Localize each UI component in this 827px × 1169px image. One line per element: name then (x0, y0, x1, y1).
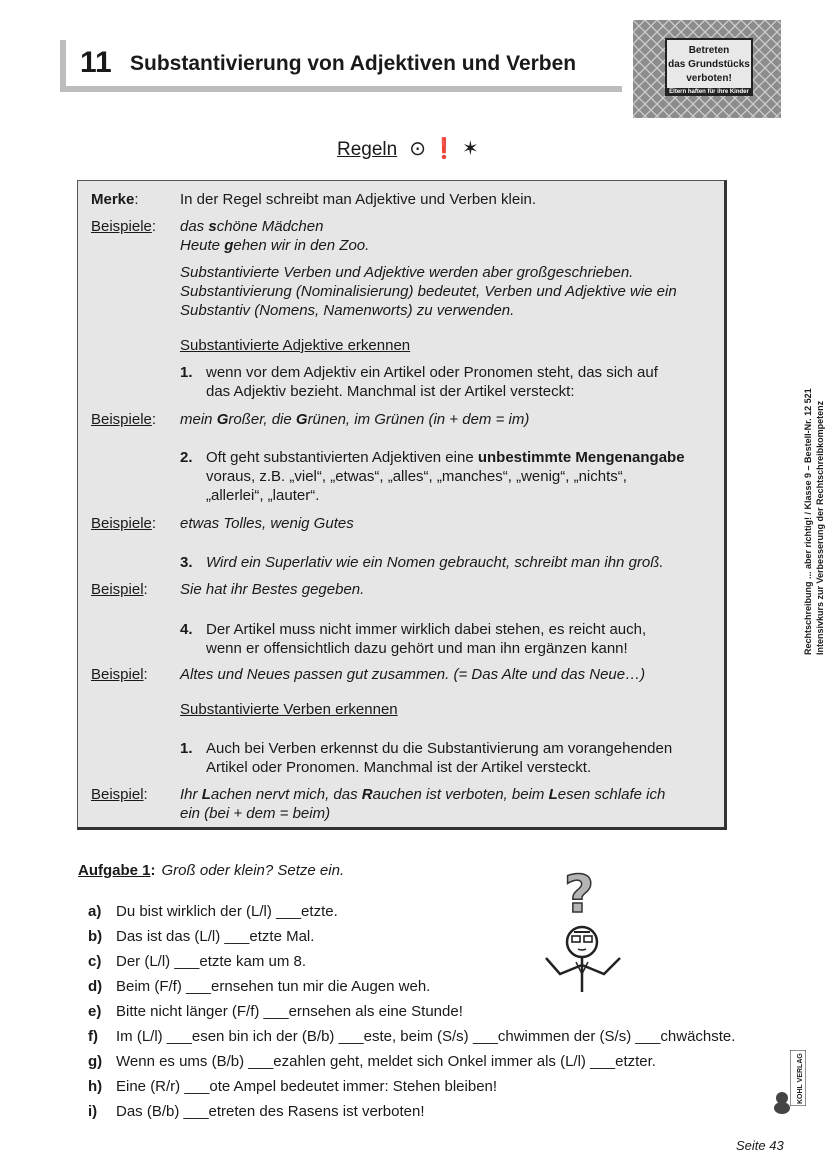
paragraph-1: Substantivierte Verben und Adjektive werden aber großgeschrieben. (180, 264, 634, 281)
adj-rule-4-example: Altes und Neues passen gut zusammen. (= Das Alte und das Neue…) (180, 666, 646, 683)
adj-rule-1-example: mein Großer, die Grünen, im Grünen (in + dem = im) (180, 411, 530, 428)
sign-line-2: das Grundstücks (668, 59, 750, 70)
adj-rule-2-example: etwas Tolles, wenig Gutes (180, 515, 354, 532)
publisher-mascot-icon (772, 1090, 792, 1114)
beispiel-label-1: Beispiel: (91, 581, 148, 598)
verb-rule-1-line-1: Auch bei Verben erkennst du die Substantivierung am vorangehenden (206, 740, 673, 757)
task-item-i: i) Das (B/b) ___etreten des Rasens ist verboten! (88, 1103, 425, 1120)
question-mark-icon: ? (564, 865, 595, 925)
beispiele-label-3: Beispiele: (91, 515, 157, 532)
adjective-heading: Substantivierte Adjektive erkennen (180, 337, 411, 354)
beispiele-label-1: Beispiele: (91, 218, 157, 235)
publisher-logo (790, 1050, 806, 1106)
task-item-g: g) Wenn es ums (B/b) ___ezahlen geht, meldet sich Onkel immer als (L/l) ___etzter. (88, 1053, 656, 1070)
sign-line-3: verboten! (686, 73, 732, 84)
task-item-c: c) Der (L/l) ___etzte kam um 8. (88, 953, 307, 970)
adj-rule-3-line-1: Wird ein Superlativ wie ein Nomen gebraucht, schreibt man ihn groß. (206, 554, 664, 571)
page-number: Seite 43 (736, 1138, 784, 1153)
side-series-text: Rechtschreibung ... aber richtig! / Klasse 9 – Bestell-Nr. 12 521 (803, 388, 813, 655)
task-item-b: b) Das ist das (L/l) ___etzte Mal. (88, 928, 315, 945)
adj-rule-4-line-2: wenn er offensichtlich dazu gehört und man ihn ergänzen kann! (206, 640, 628, 657)
thinking-figure-illustration (538, 862, 634, 1002)
adj-rule-2-line-1: Oft geht substantivierten Adjektiven eine unbestimmte Mengenangabe (206, 449, 685, 466)
example-1-line-2: Heute gehen wir in den Zoo. (180, 237, 370, 254)
svg-text:KOHL VERLAG: KOHL VERLAG (797, 1053, 804, 1104)
adj-rule-2-line-3: „allerlei“, „lauter“. (206, 487, 320, 504)
example-1-line-1: das schöne Mädchen (180, 218, 324, 235)
verb-heading: Substantivierte Verben erkennen (180, 701, 398, 718)
verb-rule-1-number: 1. (180, 740, 193, 757)
adj-rule-1-line-1: wenn vor dem Adjektiv ein Artikel oder Pronomen steht, das sich auf (206, 364, 658, 381)
rules-symbols: ⊙ ❗ ✶ (409, 138, 479, 160)
adj-rule-4-number: 4. (180, 621, 193, 638)
verb-rule-1-example-line-1: Ihr Lachen nervt mich, das Rauchen ist verboten, beim Lesen schlafe ich (180, 786, 666, 803)
beispiel-label-3: Beispiel: (91, 786, 148, 803)
rules-heading (337, 136, 479, 161)
paragraph-3: Substantiv (Nomens, Namenworts) zu verwenden. (180, 302, 515, 319)
chapter-title: Substantivierung von Adjektiven und Verben (130, 52, 577, 75)
task-item-a: a) Du bist wirklich der (L/l) ___etzte. (88, 903, 338, 920)
beispiel-label-2: Beispiel: (91, 666, 148, 683)
adj-rule-1-number: 1. (180, 364, 193, 381)
chapter-number: 11 (80, 46, 112, 79)
verb-rule-1-example-line-2: ein (bei + dem = beim) (180, 805, 331, 822)
task-item-e: e) Bitte nicht länger (F/f) ___ernsehen als eine Stunde! (88, 1003, 463, 1020)
beispiele-label-2: Beispiele: (91, 411, 157, 428)
side-subtitle-text: Intensivkurs zur Verbesserung der Rechtschreibkompetenz (815, 400, 825, 655)
task-title: Aufgabe 1: Groß oder klein? Setze ein. (78, 862, 345, 879)
verb-rule-1-line-2: Artikel oder Pronomen. Manchmal ist der Artikel versteckt. (206, 759, 592, 776)
merke-text: In der Regel schreibt man Adjektive und Verben klein. (180, 191, 537, 208)
task-item-f: f) Im (L/l) ___esen bin ich der (B/b) ___este, beim (S/s) ___chwimmen der (S/s) ___chwächste. (88, 1028, 736, 1045)
adj-rule-3-number: 3. (180, 554, 193, 571)
paragraph-2: Substantivierung (Nominalisierung) bedeutet, Verben und Adjektive wie ein (180, 283, 677, 300)
sign-small-text: Eltern haften für ihre Kinder (667, 88, 751, 96)
sign-line-1: Betreten (688, 45, 730, 56)
task-item-d: d) Beim (F/f) ___ernsehen tun mir die Augen weh. (88, 978, 431, 995)
rules-label: Regeln (337, 139, 398, 160)
sign-board (665, 38, 753, 96)
adj-rule-4-line-1: Der Artikel muss nicht immer wirklich dabei stehen, es reicht auch, (206, 621, 647, 638)
adj-rule-2-line-2: voraus, z.B. „viel“, „etwas“, „alles“, „manches“, „wenig“, „nichts“, (206, 468, 627, 485)
adj-rule-2-number: 2. (180, 449, 193, 466)
adj-rule-3-example: Sie hat ihr Bestes gegeben. (180, 581, 365, 598)
adj-rule-1-line-2: das Adjektiv bezieht. Manchmal ist der Artikel versteckt: (206, 383, 575, 400)
sign-photo (633, 20, 781, 118)
task-item-h: h) Eine (R/r) ___ote Ampel bedeutet immer: Stehen bleiben! (88, 1078, 498, 1095)
merke-label: Merke: (91, 191, 139, 208)
